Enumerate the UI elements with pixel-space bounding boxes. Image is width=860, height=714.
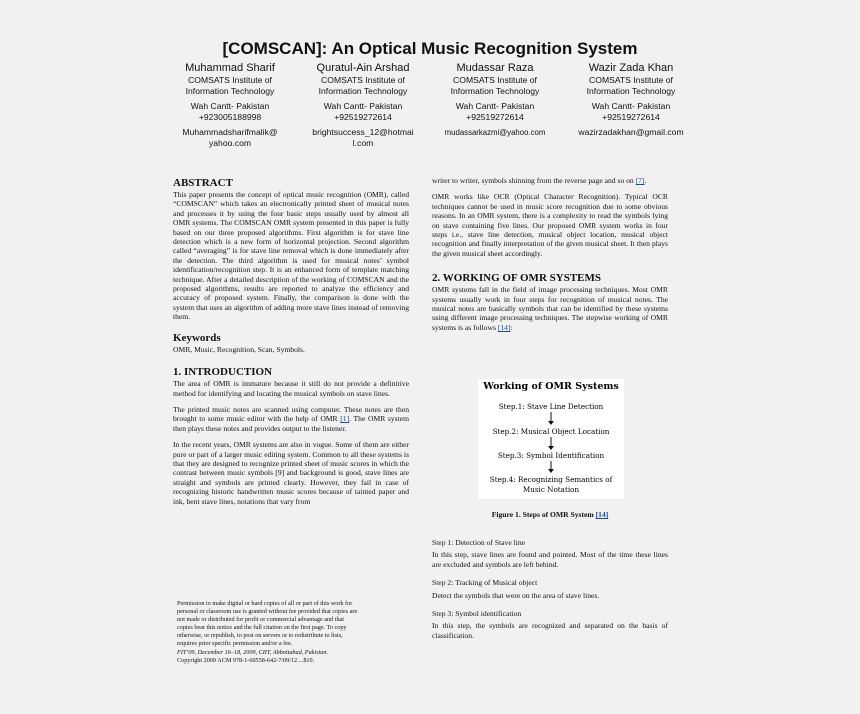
author-block-2: [298, 61, 428, 149]
permission-line: copies bear this notice and the full citation on the first page. To copy: [177, 624, 347, 632]
ocr-paragraph: OMR works like OCR (Optical Character Recognition). Typical OCR techniques cannot be used in music score recognition due to some obvious reasons. In an OMR system, there is a complexity to read the symbols lying on stave containing five lines. Our proposed OMR system works in four steps i.e., stave line detection, musical object location, musical object recognition and finally interpretation of the given musical sheet. It then plays the given musical sheet accordingly.: [432, 192, 668, 258]
author-email: Muhammadsharifmalik@: [182, 127, 278, 137]
author-email: yahoo.com: [208, 138, 252, 148]
permission-line: Permission to make digital or hard copies of all or part of this work for: [177, 600, 353, 607]
author-institution: COMSATS Institute of: [188, 75, 272, 85]
intro-paragraph-1: The area of OMR is immature because it still do not provide a definitive method for identifying and locating the musical symbols on stave lines.: [173, 379, 409, 398]
section-2-heading: 2. WORKING OF OMR SYSTEMS: [432, 272, 601, 285]
author-institution: COMSATS Institute of: [589, 75, 673, 85]
intro-heading: 1. INTRODUCTION: [173, 366, 273, 379]
paper-page: [160, 30, 700, 702]
author-city: Wah Cantt- Pakistan: [323, 101, 403, 111]
intro-paragraph-2: [173, 405, 409, 433]
permission-line: otherwise, or republish, to post on servers or to redistribute to lists,: [177, 632, 343, 640]
working-paragraph: [432, 285, 668, 332]
figure-diagram: [478, 379, 624, 499]
conference-line: FIT’09, December 16–18, 2009, CIIT, Abbottabad, Pakistan.: [177, 648, 329, 656]
arrow-head-icon: [548, 446, 554, 450]
author-institution: Information Technology: [318, 86, 408, 96]
step-3-text: In this step, the symbols are recognized and separated on the basis of classification.: [432, 621, 668, 640]
author-institution: Information Technology: [185, 86, 275, 96]
body-text: OMR systems fall in the field of image processing techniques. Most OMR systems usually work in four steps for recognition of musical notes. The musical notes are basically symbols that can be identified by these systems using different image processing techniques. The stepwise working of OMR systems is as follows: [432, 285, 668, 332]
author-phone: +92519272614: [602, 112, 660, 122]
body-text: :: [510, 322, 513, 332]
body-text: .: [644, 176, 647, 185]
copyright-line: Copyright 2009 ACM 978-1-60558-642-7/09/12....$10.: [177, 656, 315, 664]
figure-caption: [432, 510, 668, 519]
author-block-1: [165, 61, 295, 149]
author-name: Mudassar Raza: [456, 62, 534, 74]
arrow-head-icon: [548, 421, 554, 425]
figure-step-4: Step.4: Recognizing Semantics of: [489, 475, 613, 484]
author-phone: +92519272614: [334, 112, 392, 122]
author-name: Muhammad Sharif: [185, 62, 275, 74]
keywords-heading: Keywords: [173, 331, 221, 344]
abstract-heading: ABSTRACT: [173, 177, 233, 189]
caption-text: Figure 1. Steps of OMR System: [491, 510, 596, 519]
author-name: Wazir Zada Khan: [588, 62, 674, 74]
figure-step-2: Step.2: Musical Object Location: [492, 427, 610, 436]
step-2-heading: Step 2: Tracking of Musical object: [432, 578, 538, 588]
figure-step-1: Step.1: Stave Line Detection: [498, 402, 604, 411]
figure-step-3: Step.3: Symbol Identification: [497, 451, 605, 460]
steps-list: [432, 538, 668, 649]
permission-notice: [177, 600, 409, 665]
step-1-text: In this step, stave lines are found and pointed. Most of the time these lines are excluded and symbols are left behind.: [432, 550, 668, 569]
right-column: [432, 176, 668, 339]
citation-link[interactable]: [7]: [635, 176, 645, 185]
author-block-3: [430, 61, 560, 138]
author-email: brightsuccess_12@hotmai: [312, 127, 414, 137]
figure-title: Working of OMR Systems: [483, 381, 619, 392]
intro-text: . The OMR system then plays these notes and provides output to the listener.: [173, 414, 409, 433]
author-institution: COMSATS Institute of: [453, 75, 537, 85]
keywords-text: OMR, Music, Recognition, Scan, Symbols.: [173, 344, 305, 354]
continued-paragraph: [432, 176, 668, 185]
author-phone: +923005188998: [198, 112, 262, 122]
intro-paragraph-3: In the recent years, OMR systems are also in vogue. Some of them are either pure or part of a larger music editing system. Common to all these systems is that they are designed to recognize printed sheet of music scores in which the contrast between music symbols [9] and background is good, stave lines are straight and symbols are printed clearly. However, they fail in case of recognizing historic handwritten music scores because of tainted paper and ink, bent stave lines, notations that vary from: [173, 440, 409, 506]
step-1-heading: Step 1: Detection of Stave line: [432, 538, 526, 547]
permission-line: not made or distributed for profit or commercial advantage and that: [177, 616, 345, 624]
author-city: Wah Cantt- Pakistan: [190, 101, 270, 111]
author-email: mudassarkazmi@yahoo.com: [444, 128, 546, 137]
figure-step-4-cont: Music Notation: [522, 485, 580, 494]
author-institution: Information Technology: [450, 86, 540, 96]
author-phone: +92519272614: [466, 112, 524, 122]
citation-link[interactable]: [1]: [340, 414, 350, 424]
abstract-text: This paper presents the concept of optical music recognition (OMR), called “COMSCAN” which takes an electronically printed sheet of musical notes and processes it by using the four basic steps usually used by almost all OMR systems. The COMSCAN OMR system presented in this paper is fully based on our three proposed algorithms. First algorithm is for stave line detection which is a new form of horizontal projection. Second algorithm called “averaging” is for stave line removal which is done immediately after the detection. The third algorithm is used for musical notes’ symbol identification/recognition step. It is an enhanced form of template matching technique. After a detailed description of the working of COMSCAN and the proposed algorithms, results are reported to analyze the efficiency and accuracy of proposed system. Finally, the comparison is done with the system that uses an algorithm of adding more stave lines instead of removing them.: [173, 190, 409, 322]
arrow-head-icon: [548, 469, 554, 473]
omr-steps-figure: [478, 379, 624, 499]
step-2-text: Detect the symbols that were on the area of stave lines.: [432, 590, 600, 600]
step-3-heading: Step 3: Symbol identification: [432, 609, 522, 619]
left-column: [173, 177, 409, 513]
intro-text: The printed music notes are scanned using computer. These notes are then brought to some music editor with the help of OMR: [173, 404, 409, 424]
permission-line: requires prior specific permission and/or a fee.: [177, 640, 293, 648]
paper-title: [COMSCAN]: An Optical Music Recognition System: [222, 39, 638, 58]
citation-link[interactable]: [14]: [595, 510, 609, 519]
author-city: Wah Cantt- Pakistan: [455, 101, 535, 111]
citation-link[interactable]: [14]: [497, 322, 511, 332]
author-email: wazirzadakhan@gmail.com: [578, 127, 684, 137]
author-city: Wah Cantt- Pakistan: [591, 101, 671, 111]
author-name: Quratul-Ain Arshad: [316, 62, 410, 74]
body-text: writer to writer, symbols shinning from the reverse page and so on: [432, 176, 636, 185]
permission-line: personal or classroom use is granted without fee provided that copies are: [177, 608, 358, 616]
author-institution: Information Technology: [586, 86, 676, 96]
author-institution: COMSATS Institute of: [321, 75, 405, 85]
author-email: l.com: [352, 138, 374, 148]
author-block-4: [560, 61, 702, 138]
